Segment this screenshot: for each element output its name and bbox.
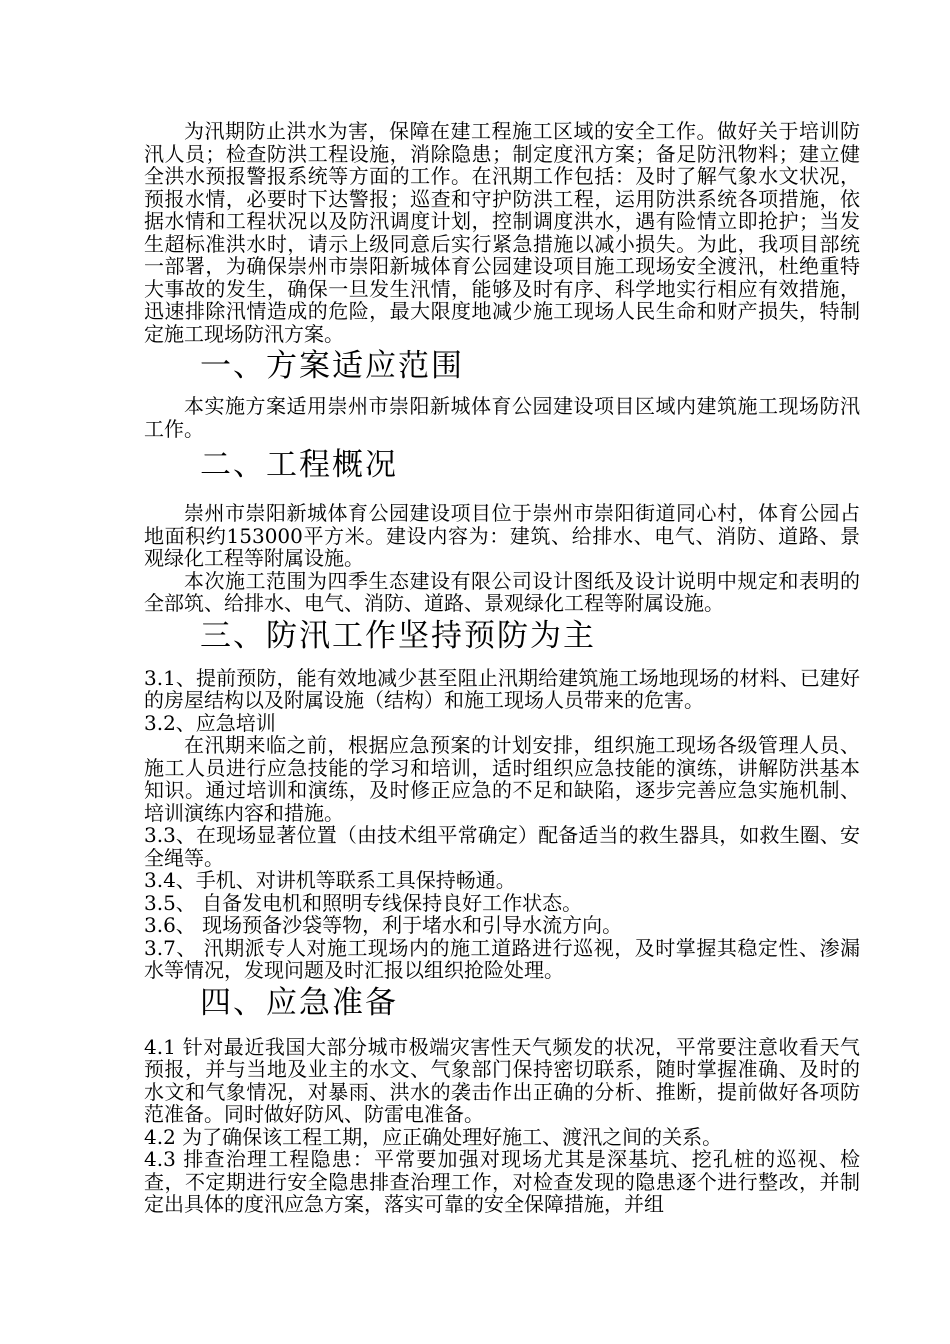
emergency-item-4-1: 4.1 针对最近我国大部分城市极端灾害性天气频发的状况，平常要注意收看天气预报，并与当地及业主的水文、气象部门保持密切联系，随时掌握准确、及时的水文和气象情况，对暴雨、洪水的袭击作出正确的分析、推断，提前做好各项防范准备。同时做好防风、防雷电准备。	[144, 1034, 860, 1126]
prevention-item-3-7: 3.7、 汛期派专人对施工现场内的施工道路进行巡视，及时掌握其稳定性、渗漏水等情况，发现问题及时汇报以组织抢险处理。	[144, 935, 860, 982]
prevention-item-3-5: 3.5、 自备发电机和照明专线保持良好工作状态。	[144, 890, 583, 915]
intro-paragraph: 为汛期防止洪水为害，保障在建工程施工区域的安全工作。做好关于培训防汛人员；检查防洪工程设施，消除隐患；制定度汛方案；备足防汛物料；建立健全洪水预报警报系统等方面的工作。在汛期工作包括：及时了解气象水文状况，预报水情，必要时下达警报；巡查和守护防洪工程，运用防洪系统各项措施，依据水情和工程状况以及防汛调度计划，控制调度洪水，遇有险情立即抢护；当发生超标准洪水时，请示上级同意后实行紧急措施以减小损失。为此，我项目部统一部署，为确保崇州市崇阳新城体育公园建设项目施工现场安全渡汛，杜绝重特大事故的发生，确保一旦发生汛情，能够及时有序、科学地实行相应有效措施，迅速排除汛情造成的危险，最大限度地减少施工现场人民生命和财产损失，特制定施工现场防汛方案。	[144, 119, 860, 346]
emergency-item-4-2: 4.2 为了确保该工程工期，应正确处理好施工、渡汛之间的关系。	[144, 1124, 723, 1149]
prevention-item-3-3: 3.3、在现场显著位置（由技术组平常确定）配备适当的救生器具，如救生圈、安全绳等。	[144, 823, 860, 870]
section-heading-prevention: 三、防汛工作坚持预防为主	[200, 617, 596, 654]
prevention-item-3-1: 3.1、提前预防，能有效地减少甚至阻止汛期给建筑施工场地现场的材料、已建好的房屋结构以及附属设施（结构）和施工现场人员带来的危害。	[144, 665, 860, 712]
section-heading-emergency: 四、应急准备	[200, 984, 398, 1021]
scope-paragraph: 本实施方案适用崇州市崇阳新城体育公园建设项目区域内建筑施工现场防汛工作。	[144, 394, 860, 441]
overview-paragraph-2: 本次施工范围为四季生态建设有限公司设计图纸及设计说明中规定和表明的全部筑、给排水、电气、消防、道路、景观绿化工程等附属设施。	[144, 568, 860, 615]
prevention-item-3-2: 3.2、应急培训	[144, 710, 276, 735]
emergency-item-4-3: 4.3 排查治理工程隐患：平常要加强对现场尤其是深基坑、挖孔桩的巡视、检查，不定期进行安全隐患排查治理工作，对检查发现的隐患逐个进行整改，并制定出具体的度汛应急方案，落实可靠的安全保障措施，并组	[144, 1147, 860, 1216]
document-body	[144, 120, 860, 1216]
overview-paragraph-1: 崇州市崇阳新城体育公园建设项目位于崇州市崇阳街道同心村，体育公园占地面积约153000平方米。建设内容为：建筑、给排水、电气、消防、道路、景观绿化工程等附属设施。	[144, 501, 860, 570]
section-heading-scope: 一、方案适应范围	[200, 348, 464, 384]
prevention-item-3-4: 3.4、手机、对讲机等联系工具保持畅通。	[144, 868, 516, 892]
prevention-training-paragraph: 在汛期来临之前，根据应急预案的计划安排，组织施工现场各级管理人员、施工人员进行应急技能的学习和培训，适时组织应急技能的演练，讲解防洪基本知识。通过培训和演练，及时修正应急的不足和缺陷，逐步完善应急实施机制、培训演练内容和措施。	[144, 733, 860, 825]
prevention-item-3-6: 3.6、 现场预备沙袋等物，利于堵水和引导水流方向。	[144, 913, 623, 937]
section-heading-overview: 二、工程概况	[200, 447, 398, 483]
